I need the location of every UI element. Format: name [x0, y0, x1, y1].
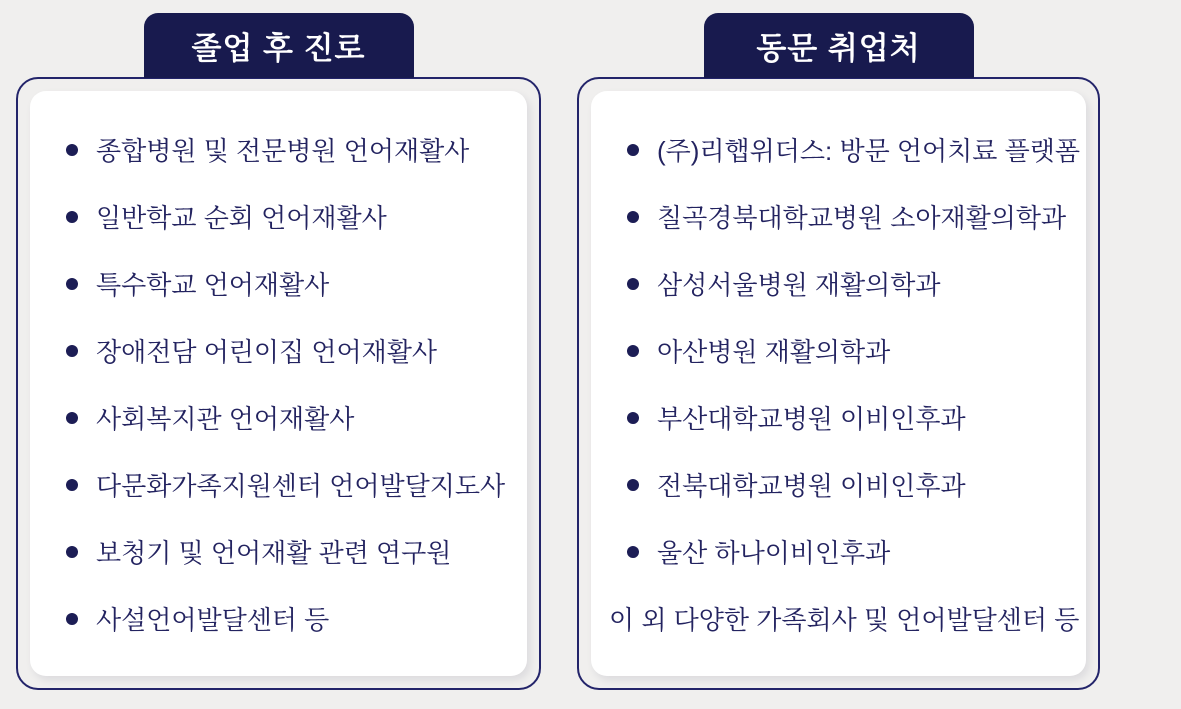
- list-item-label: (주)리햅위더스: 방문 언어치료 플랫폼: [657, 136, 1080, 166]
- bullet-icon: [66, 613, 78, 625]
- bullet-icon: [627, 144, 639, 156]
- list-item: [609, 250, 1068, 317]
- list-item-label: 종합병원 및 전문병원 언어재활사: [96, 136, 470, 166]
- list-item: [609, 518, 1068, 585]
- list-item-label: 사설언어발달센터 등: [96, 605, 330, 635]
- list-item: [609, 183, 1068, 250]
- employers-panel: [577, 13, 1100, 690]
- bullet-icon: [627, 546, 639, 558]
- list-item-label: 다문화가족지원센터 언어발달지도사: [96, 471, 506, 501]
- employers-panel-title: 동문 취업처: [756, 31, 921, 66]
- bullet-icon: [627, 345, 639, 357]
- list-item: [48, 250, 509, 317]
- career-panel-title: 졸업 후 진로: [191, 31, 366, 66]
- list-item-label: 특수학교 언어재활사: [96, 270, 330, 300]
- list-item: [48, 384, 509, 451]
- bullet-icon: [66, 546, 78, 558]
- career-list: [48, 116, 509, 652]
- employers-list: [609, 116, 1080, 652]
- bullet-icon: [627, 211, 639, 223]
- list-item: [609, 451, 1068, 518]
- list-item-label: 울산 하나이비인후과: [657, 538, 891, 568]
- employers-panel-outline: [577, 77, 1100, 690]
- list-item: [609, 384, 1068, 451]
- bullet-icon: [66, 412, 78, 424]
- employers-panel-header: [704, 13, 974, 78]
- list-item: [48, 317, 509, 384]
- list-item: [48, 585, 509, 652]
- list-item: [609, 116, 1080, 183]
- bullet-icon: [66, 479, 78, 491]
- bullet-icon: [66, 211, 78, 223]
- list-item-label: 칠곡경북대학교병원 소아재활의학과: [657, 203, 1067, 233]
- employers-panel-card: [591, 91, 1086, 676]
- career-panel: [16, 13, 541, 690]
- list-item-label: 삼성서울병원 재활의학과: [657, 270, 941, 300]
- list-item-label: 사회복지관 언어재활사: [96, 404, 355, 434]
- list-item-label: 보청기 및 언어재활 관련 연구원: [96, 538, 452, 568]
- bullet-icon: [66, 345, 78, 357]
- list-item: [609, 317, 1068, 384]
- list-item-label: 전북대학교병원 이비인후과: [657, 471, 966, 501]
- list-item: [48, 518, 509, 585]
- career-panel-card: [30, 91, 527, 676]
- footer-note-label: 이 외 다양한 가족회사 및 언어발달센터 등: [609, 605, 1080, 635]
- list-item: [48, 451, 509, 518]
- career-panel-header: [144, 13, 414, 78]
- list-item: [48, 183, 509, 250]
- bullet-icon: [627, 412, 639, 424]
- list-item-label: 아산병원 재활의학과: [657, 337, 891, 367]
- bullet-icon: [627, 479, 639, 491]
- list-footer-note: [609, 585, 1080, 652]
- list-item-label: 장애전담 어린이집 언어재활사: [96, 337, 437, 367]
- list-item-label: 일반학교 순회 언어재활사: [96, 203, 387, 233]
- bullet-icon: [66, 278, 78, 290]
- list-item-label: 부산대학교병원 이비인후과: [657, 404, 966, 434]
- career-panel-outline: [16, 77, 541, 690]
- list-item: [48, 116, 509, 183]
- bullet-icon: [66, 144, 78, 156]
- bullet-icon: [627, 278, 639, 290]
